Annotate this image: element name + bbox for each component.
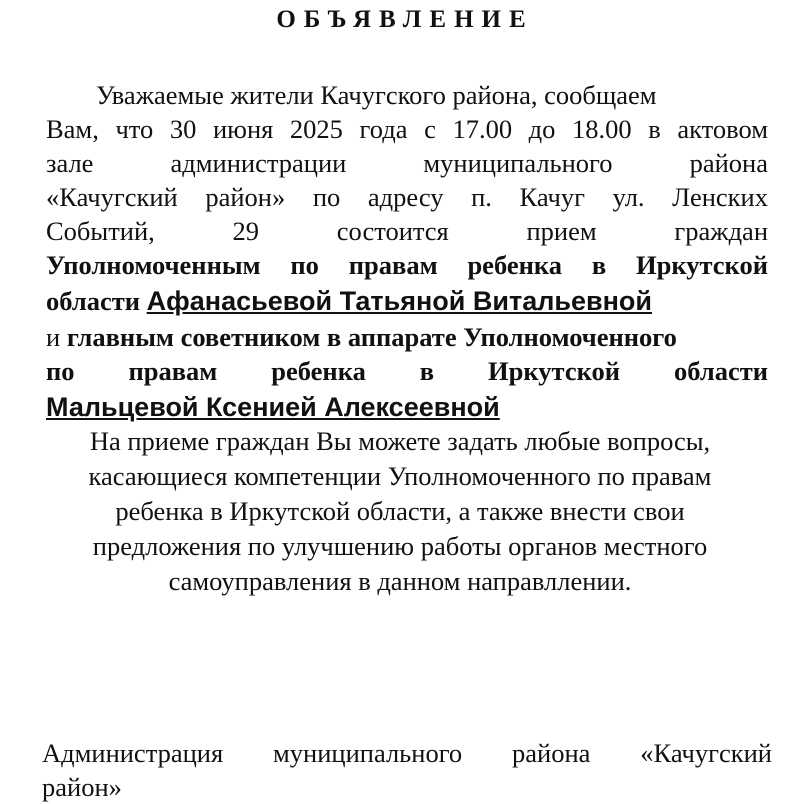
intro-line: Событий, 29 состоится прием граждан <box>46 216 768 246</box>
body-line: касающиеся компетенции Уполномоченного по правам <box>88 461 712 491</box>
conjunction-word: и <box>46 322 61 352</box>
signature-block <box>42 736 772 804</box>
ombudsman-title-line: Уполномоченным по правам ребенка в Иркутской <box>46 250 768 280</box>
ombudsman-name-line <box>46 282 768 320</box>
document-title: ОБЪЯВЛЕНИЕ <box>276 6 534 33</box>
advisor-line <box>46 320 768 354</box>
region-word: области <box>46 286 141 316</box>
advisor-name: Мальцевой Ксенией Алексеевной <box>46 392 500 422</box>
advisor-name-line <box>46 388 768 426</box>
signature-line: Администрация муниципального района «Качугский <box>42 738 772 768</box>
intro-paragraph <box>46 78 768 426</box>
advisor-title: главным советником в аппарате Уполномоченного <box>66 322 677 352</box>
intro-line: Вам, что 30 июня 2025 года с 17.00 до 18.00 в актовом <box>46 114 768 144</box>
body-line: предложения по улучшению работы органов местного <box>92 531 708 561</box>
ombudsman-name: Афанасьевой Татьяной Витальевной <box>146 286 652 316</box>
body-paragraph <box>30 424 770 599</box>
body-line: На приеме граждан Вы можете задать любые вопросы, <box>89 426 711 456</box>
signature-line: район» <box>42 772 122 802</box>
body-line: ребенка в Иркутской области, а также внести свои <box>115 496 685 526</box>
intro-line: зале администрации муниципального района <box>46 148 768 178</box>
advisor-title-line: по правам ребенка в Иркутской области <box>46 356 768 386</box>
body-line: самоуправления в данном направллении. <box>168 566 632 596</box>
intro-line: Уважаемые жители Качугского района, сообщаем <box>96 80 657 110</box>
intro-line: «Качугский район» по адресу п. Качуг ул. Ленских <box>46 182 768 212</box>
